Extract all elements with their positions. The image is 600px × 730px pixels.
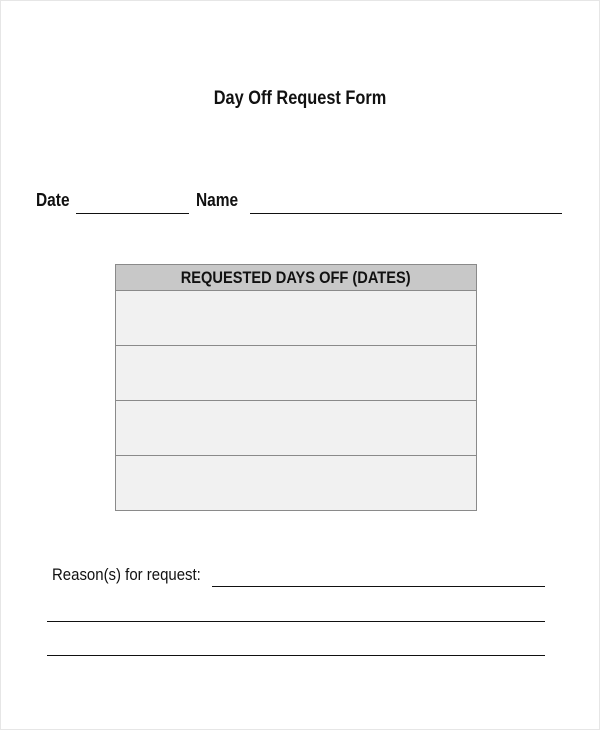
requested-days-header xyxy=(116,265,476,291)
requested-day-row-4[interactable] xyxy=(116,456,476,510)
reason-field-1[interactable] xyxy=(212,566,546,586)
reason-label: Reason(s) for request: xyxy=(52,565,201,584)
form-title: Day Off Request Form xyxy=(213,88,387,109)
reason-underline-1 xyxy=(212,586,545,587)
requested-day-row-3[interactable] xyxy=(116,401,476,456)
name-underline xyxy=(250,213,562,214)
reason-field-3[interactable] xyxy=(47,634,546,654)
requested-days-header-label: REQUESTED DAYS OFF (DATES) xyxy=(181,268,411,287)
requested-day-row-2[interactable] xyxy=(116,346,476,401)
requested-days-table xyxy=(115,264,477,511)
date-underline xyxy=(76,213,189,214)
date-field[interactable] xyxy=(76,192,192,212)
reason-field-2[interactable] xyxy=(47,600,546,620)
name-label: Name xyxy=(196,190,239,210)
reason-underline-3 xyxy=(47,655,545,656)
requested-day-row-1[interactable] xyxy=(116,291,476,346)
date-label: Date xyxy=(36,190,70,210)
name-field[interactable] xyxy=(250,192,564,212)
reason-underline-2 xyxy=(47,621,545,622)
